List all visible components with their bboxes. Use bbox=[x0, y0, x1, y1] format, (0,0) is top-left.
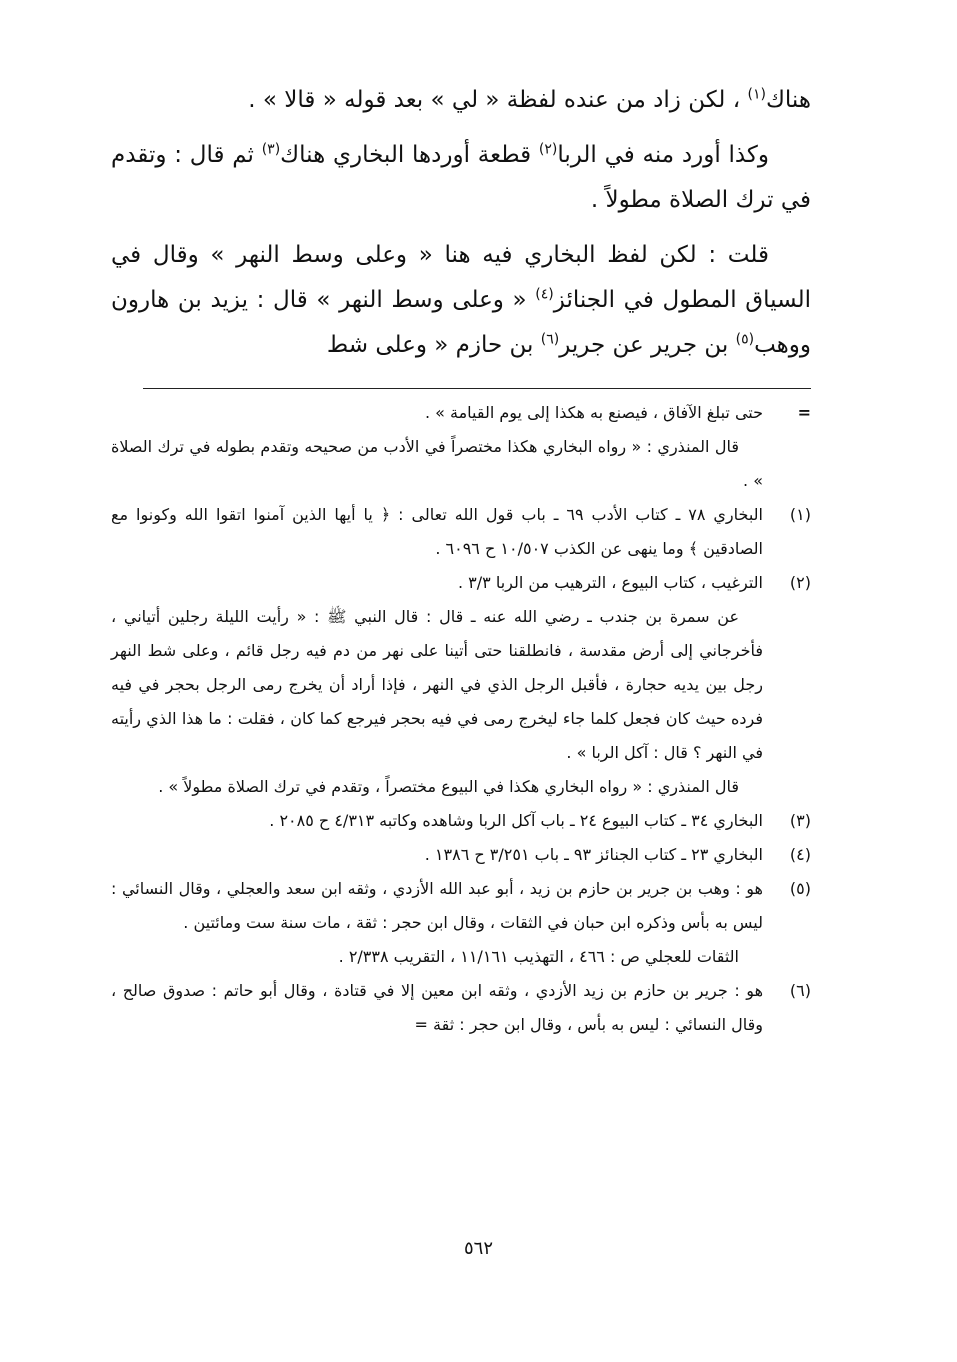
footnote-text: قال المنذري : « رواه البخاري هكذا في البيوع مختصراً ، وتقدم في ترك الصلاة مطولاً » . bbox=[158, 777, 739, 796]
footnote-text: البخاري ٧٨ ـ كتاب الأدب ٦٩ ـ باب قول الله تعالى : ﴿ يا أيها الذين آمنوا اتقوا الله وكونوا مع الصادقين ﴾ وما ينهى عن الكذب ١٠/٥٠٧ ح ٦٠٩٦ . bbox=[111, 505, 763, 558]
footnote-number: (٣) bbox=[789, 811, 811, 830]
text-span: هناك bbox=[765, 87, 811, 113]
footnote-ref-1: (١) bbox=[747, 86, 766, 103]
footnote-ref-5: (٥) bbox=[735, 331, 755, 348]
footnote-5 bbox=[111, 872, 811, 974]
footnote-continuation bbox=[111, 396, 811, 498]
footnote-body bbox=[111, 498, 763, 566]
page-number: ٥٦٢ bbox=[463, 1238, 493, 1259]
footnote-text: البخاري ٢٣ ـ كتاب الجنائز ٩٣ ـ باب ٣/٢٥١ ح ١٣٨٦ . bbox=[424, 845, 763, 864]
text-span: بن حازم « وعلى شط bbox=[326, 332, 541, 358]
text-span: قلت : لكن لفظ البخاري فيه هنا « وعلى وسط النهر » وقال في السياق المطول في الجنائز bbox=[111, 242, 812, 313]
footnote-6 bbox=[111, 974, 811, 1042]
main-text bbox=[111, 78, 811, 378]
footnote-text: الثقات للعجلي ص : ٤٦٦ ، التهذيب ١١/١٦١ ، التقريب ٢/٣٣٨ . bbox=[338, 947, 739, 966]
footnote-body bbox=[111, 838, 763, 872]
text-span: ، لكن زاد من عنده لفظة « لي » بعد قوله « قالا » . bbox=[248, 87, 748, 113]
main-paragraph-3 bbox=[111, 233, 811, 368]
footnote-text: هو : جرير بن حازم بن زيد الأزدي ، وثقه ابن معين إلا في قتادة ، وقال أبو حاتم : صدوق صالح ، وقال النسائي : ليس به بأس ، وقال ابن حجر : ثقة = bbox=[111, 981, 763, 1034]
footnote-ref-3: (٣) bbox=[261, 141, 281, 158]
footnote-1 bbox=[111, 498, 811, 566]
footnote-ref-4: (٤) bbox=[535, 286, 554, 303]
footnote-3 bbox=[111, 804, 811, 838]
footnote-4 bbox=[111, 838, 811, 872]
footnote-text: البخاري ٣٤ ـ كتاب البيوع ٢٤ ـ باب آكل الربا وشاهده وكاتبه ٤/٣١٣ ح ٢٠٨٥ . bbox=[269, 811, 763, 830]
footnote-number: (٤) bbox=[789, 845, 811, 864]
footnote-text: حتى تبلغ الآفاق ، فيصنع به هكذا إلى يوم القيامة » . bbox=[424, 403, 763, 422]
footnote-2 bbox=[111, 566, 811, 804]
footnote-text: عن سمرة بن جندب ـ رضي الله عنه ـ قال : قال النبي ﷺ : « رأيت الليلة رجلين أتياني ، فأخرجاني إلى أرض مقدسة ، فانطلقنا حتى أتينا على نهر من دم فيه رجل قائم ، وعلى شط النهر رجل بين يديه حجارة ، فأقبل الرجل الذي في النهر ، فإذا أراد أن يخرج رمى الرجل بحجر في فيه فرده حيث كان فجعل كلما جاء ليخرج رمى في فيه بحجر فيرجع كما كان ، فقلت : ما هذا الذي رأيته في النهر ؟ قال : آكل الربا » . bbox=[111, 607, 763, 762]
footnote-body bbox=[111, 974, 763, 1042]
footnote-text: قال المنذري : « رواه البخاري هكذا مختصراً في الأدب من صحيحه وتقدم بطوله في ترك الصلاة » . bbox=[111, 437, 763, 490]
footnote-separator bbox=[143, 388, 811, 389]
footnote-ref-6: (٦) bbox=[540, 331, 560, 348]
text-span: وكذا أورد منه في الربا bbox=[557, 142, 769, 168]
footnotes bbox=[111, 396, 811, 1042]
main-paragraph-2 bbox=[111, 133, 811, 223]
footnote-text: هو : وهب بن جرير بن حازم بن زيد ، أبو عبد الله الأزدي ، وثقه ابن سعد والعجلي ، وقال النسائي : ليس به بأس وذكره ابن حبان في الثقات ، وقال ابن حجر : ثقة ، مات سنة ست ومائتين . bbox=[111, 879, 763, 932]
footnote-number: (٥) bbox=[789, 879, 811, 898]
text-span: « وعلى وسط النهر » قال : يزيد بن هارون ووهب bbox=[111, 287, 811, 358]
footnote-body bbox=[111, 872, 763, 974]
footnote-body bbox=[111, 804, 763, 838]
footnote-body bbox=[111, 566, 763, 804]
footnote-number: (١) bbox=[789, 505, 811, 524]
text-span: ثم قال : وتقدم في ترك الصلاة مطولاً . bbox=[111, 142, 811, 213]
footnote-body bbox=[111, 396, 763, 498]
footnote-number: (٢) bbox=[789, 573, 811, 592]
footnote-text: الترغيب ، كتاب البيوع ، الترهيب من الربا ٣/٣ . bbox=[458, 573, 763, 592]
main-paragraph-1 bbox=[111, 78, 811, 123]
continuation-mark: = bbox=[797, 403, 811, 422]
text-span: بن جرير عن جرير bbox=[559, 332, 736, 358]
footnote-ref-2: (٢) bbox=[538, 141, 558, 158]
text-span: قطعة أوردها البخاري هناك bbox=[280, 142, 539, 168]
footnote-number: (٦) bbox=[789, 981, 811, 1000]
